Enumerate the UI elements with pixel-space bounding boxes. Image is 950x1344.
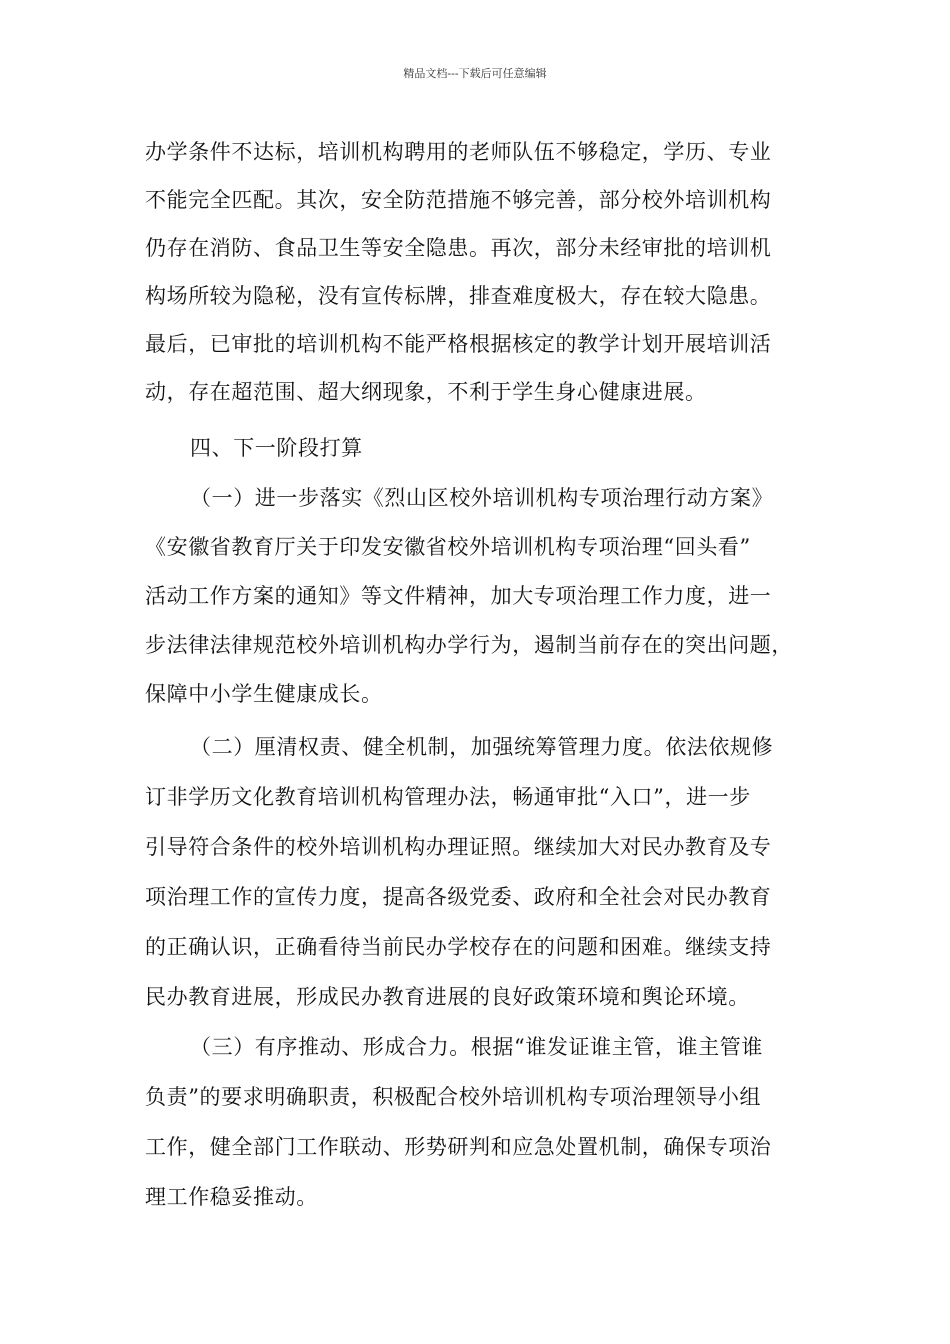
text-line: 仍存在消防、食品卫生等安全隐患。再次，部分未经审批的培训机: [145, 236, 772, 260]
text-line: 步法律法律规范校外培训机构办学行为，遏制当前存在的突出问题，: [145, 633, 793, 657]
text-line: 理工作稳妥推动。: [145, 1185, 318, 1209]
text-line: 引导符合条件的校外培训机构办理证照。继续加大对民办教育及专: [145, 835, 772, 859]
text-line: （二）厘清权责、健全机制，加强统筹管理力度。依法依规修: [190, 735, 774, 759]
text-line: 的正确认识，正确看待当前民办学校存在的问题和困难。继续支持: [145, 935, 772, 959]
section-heading: 四、下一阶段打算: [190, 436, 363, 460]
text-line: （三）有序推动、形成合力。根据“谁发证谁主管，谁主管谁: [190, 1035, 763, 1059]
text-line: 办学条件不达标，培训机构聘用的老师队伍不够稳定，学历、专业: [145, 140, 772, 164]
text-line: 最后，已审批的培训机构不能严格根据核定的教学计划开展培训活: [145, 332, 772, 356]
text-line: 民办教育进展，形成民办教育进展的良好政策环境和舆论环境。: [145, 985, 750, 1009]
text-line: 《安徽省教育厅关于印发安徽省校外培训机构专项治理“回头看”: [145, 535, 751, 559]
text-line: 工作，健全部门工作联动、形势研判和应急处置机制，确保专项治: [145, 1135, 772, 1159]
text-line: 动，存在超范围、超大纲现象，不利于学生身心健康进展。: [145, 380, 707, 404]
page-header: 精品文档---下载后可任意编辑: [403, 67, 547, 80]
text-line: 项治理工作的宣传力度，提高各级党委、政府和全社会对民办教育: [145, 885, 772, 909]
text-line: 负责”的要求明确职责，积极配合校外培训机构专项治理领导小组: [145, 1085, 762, 1109]
text-line: 不能完全匹配。其次，安全防范措施不够完善，部分校外培训机构: [145, 188, 772, 212]
text-line: 订非学历文化教育培训机构管理办法，畅通审批“入口”，进一步: [145, 785, 751, 809]
text-line: 构场所较为隐秘，没有宣传标牌，排查难度极大，存在较大隐患。: [145, 284, 772, 308]
text-line: （一）进一步落实《烈山区校外培训机构专项治理行动方案》: [190, 486, 774, 510]
text-line: 保障中小学生健康成长。: [145, 682, 383, 706]
text-line: 活动工作方案的通知》等文件精神，加大专项治理工作力度，进一: [145, 584, 772, 608]
